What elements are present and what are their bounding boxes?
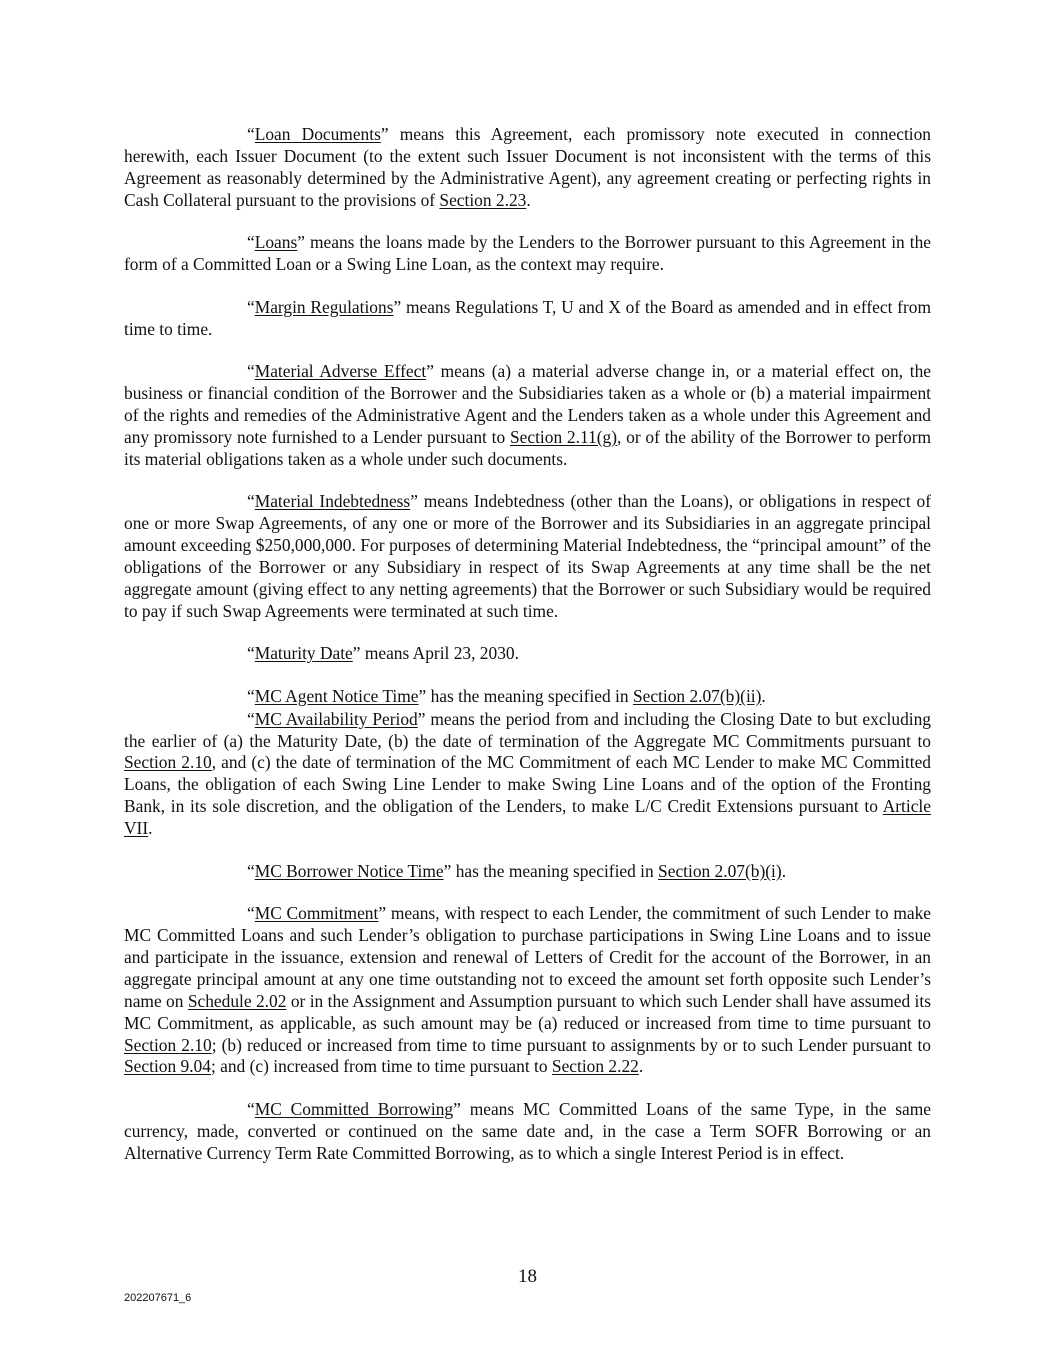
definition-text: , or of the ability of the Borrower to perform its material obligations taken as a whole under such documents. xyxy=(124,426,932,469)
definition-text: , and (c) the date of termination of the MC Commitment of each MC Lender to make MC Committed Loans, the obligation of each Swing Line Lender to make Swing Line Loans and of the option of the Fronting Bank, in its sole discretion, and the obligation of the Lenders, to make L/C Credit Extensions pursuant to xyxy=(124,752,931,817)
definition-text: ” means this Agreement, each promissory note executed in connection herewith, each Issuer Document (to the extent such Issuer Document is not inconsistent with the terms of this Agreement as reasonably determined by the Administrative Agent), any agreement creating or perfecting rights in Cash Collateral pursuant to the provisions of xyxy=(124,124,931,210)
definition-mc-committed-borrowing xyxy=(124,1099,931,1165)
underlined-reference: Section 9.04 xyxy=(124,1056,211,1077)
definition-text: “ xyxy=(247,685,255,706)
definition-text: ” means the loans made by the Lenders to the Borrower pursuant to this Agreement in the form of a Committed Loan or a Swing Line Loan, as the context may require. xyxy=(124,232,931,275)
definition-text: . xyxy=(781,860,787,881)
definition-text: . xyxy=(148,818,153,839)
definition-text: ” means, with respect to each Lender, the commitment of such Lender to make MC Committed Loans and such Lender’s obligation to purchase participations in Swing Line Loans and to issue and participate in the issuance, extension and renewal of Letters of Credit for the account of the Borrower, in an aggregate principal amount at any one time outstanding not to exceed the amount set forth opposite such Lender’s name on xyxy=(124,903,931,1011)
underlined-reference: Margin Regulations xyxy=(254,296,394,317)
definition-text: “ xyxy=(247,232,255,253)
underlined-reference: Maturity Date xyxy=(254,643,353,664)
definition-text: “ xyxy=(247,643,255,664)
definition-text: “ xyxy=(247,361,255,382)
definition-text: . xyxy=(761,685,766,706)
underlined-reference: MC Committed Borrowing xyxy=(254,1098,454,1119)
definition-text: ; and (c) increased from time to time pursuant to xyxy=(210,1056,552,1077)
definition-text: . xyxy=(526,189,531,210)
document-id: 202207671_6 xyxy=(124,1292,192,1304)
definition-material-indebtedness xyxy=(124,491,931,622)
definition-text: “ xyxy=(247,296,255,317)
underlined-reference: Section 2.23 xyxy=(439,189,527,210)
definition-mc-availability-period xyxy=(124,709,931,840)
underlined-reference: Loan Documents xyxy=(254,124,381,144)
definition-text: ” has the meaning specified in xyxy=(443,860,659,881)
definition-loans xyxy=(124,232,931,276)
definition-text: ” means MC Committed Loans of the same Type, in the same currency, made, converted or continued on the same date and, in the case a Term SOFR Borrowing or an Alternative Currency Term Rate Committed Borrowing, as to which a single Interest Period is in effect. xyxy=(124,1098,932,1163)
definition-material-adverse-effect xyxy=(124,361,931,471)
underlined-reference: Section 2.07(b)(ii) xyxy=(632,685,762,706)
definition-text: ” means Indebtedness (other than the Loans), or obligations in respect of one or more Swap Agreements, of any one or more of the Borrower and its Subsidiaries in an aggregate principal amount exceeding $250,000,000. For purposes of determining Material Indebtedness, the “principal amount” of the obligations of the Borrower or any Subsidiary in respect of its Swap Agreements at any time shall be the net aggregate amount (giving effect to any netting agreements) that the Borrower or such Subsidiary would be required to pay if such Swap Agreements were terminated at such time. xyxy=(124,491,931,621)
definition-text: “ xyxy=(247,903,255,924)
definition-text: ” means the period from and including the Closing Date to but excluding the earlier of (a) the Maturity Date, (b) the date of termination of the Aggregate MC Commitments pursuant to xyxy=(124,708,931,751)
underlined-reference: Material Indebtedness xyxy=(254,491,411,512)
underlined-reference: Article VII xyxy=(124,796,931,839)
page-number: 18 xyxy=(518,1266,537,1287)
underlined-reference: Material Adverse Effect xyxy=(254,361,427,382)
underlined-reference: Schedule 2.02 xyxy=(187,990,287,1011)
definition-text: or in the Assignment and Assumption pursuant to which such Lender shall have assumed its MC Commitment, as applicable, as such amount may be (a) reduced or increased from time to time pursuant to xyxy=(124,990,931,1033)
underlined-reference: Section 2.11(g) xyxy=(509,426,618,447)
definition-text: “ xyxy=(247,1098,255,1119)
definition-mc-agent-notice-time xyxy=(124,686,931,708)
underlined-reference: MC Borrower Notice Time xyxy=(254,860,444,881)
underlined-reference: Section 2.10 xyxy=(124,1034,212,1055)
definition-margin-regulations xyxy=(124,297,931,341)
underlined-reference: MC Commitment xyxy=(254,903,379,924)
definition-text: ” has the meaning specified in xyxy=(418,685,633,706)
definition-text: ; (b) reduced or increased from time to time pursuant to assignments by or to such Lender pursuant to xyxy=(211,1034,931,1055)
document-body xyxy=(124,124,931,1185)
definition-mc-commitment xyxy=(124,903,931,1078)
definition-text: “ xyxy=(247,708,255,729)
underlined-reference: MC Agent Notice Time xyxy=(254,685,419,706)
definition-text: “ xyxy=(247,124,255,144)
definition-text: ” means April 23, 2030. xyxy=(352,643,519,664)
definition-text: ” means (a) a material adverse change in, or a material effect on, the business or financial condition of the Borrower and the Subsidiaries taken as a whole or (b) a material impairment of the rights and remedies of the Administrative Agent and the Lenders taken as a whole under this Agreement and any promissory note furnished to a Lender pursuant to xyxy=(124,361,932,447)
underlined-reference: MC Availability Period xyxy=(254,708,418,729)
underlined-reference: Section 2.07(b)(i) xyxy=(658,860,782,881)
underlined-reference: Section 2.10 xyxy=(124,752,212,773)
definition-text: “ xyxy=(247,860,255,881)
underlined-reference: Loans xyxy=(254,232,298,253)
definition-text: . xyxy=(638,1056,644,1077)
definition-maturity-date xyxy=(124,643,931,665)
underlined-reference: Section 2.22 xyxy=(551,1056,639,1077)
definition-text: “ xyxy=(247,491,255,512)
definition-loan-documents xyxy=(124,124,931,212)
definition-text: ” means Regulations T, U and X of the Board as amended and in effect from time to time. xyxy=(124,296,931,339)
definition-mc-borrower-notice-time xyxy=(124,861,931,883)
